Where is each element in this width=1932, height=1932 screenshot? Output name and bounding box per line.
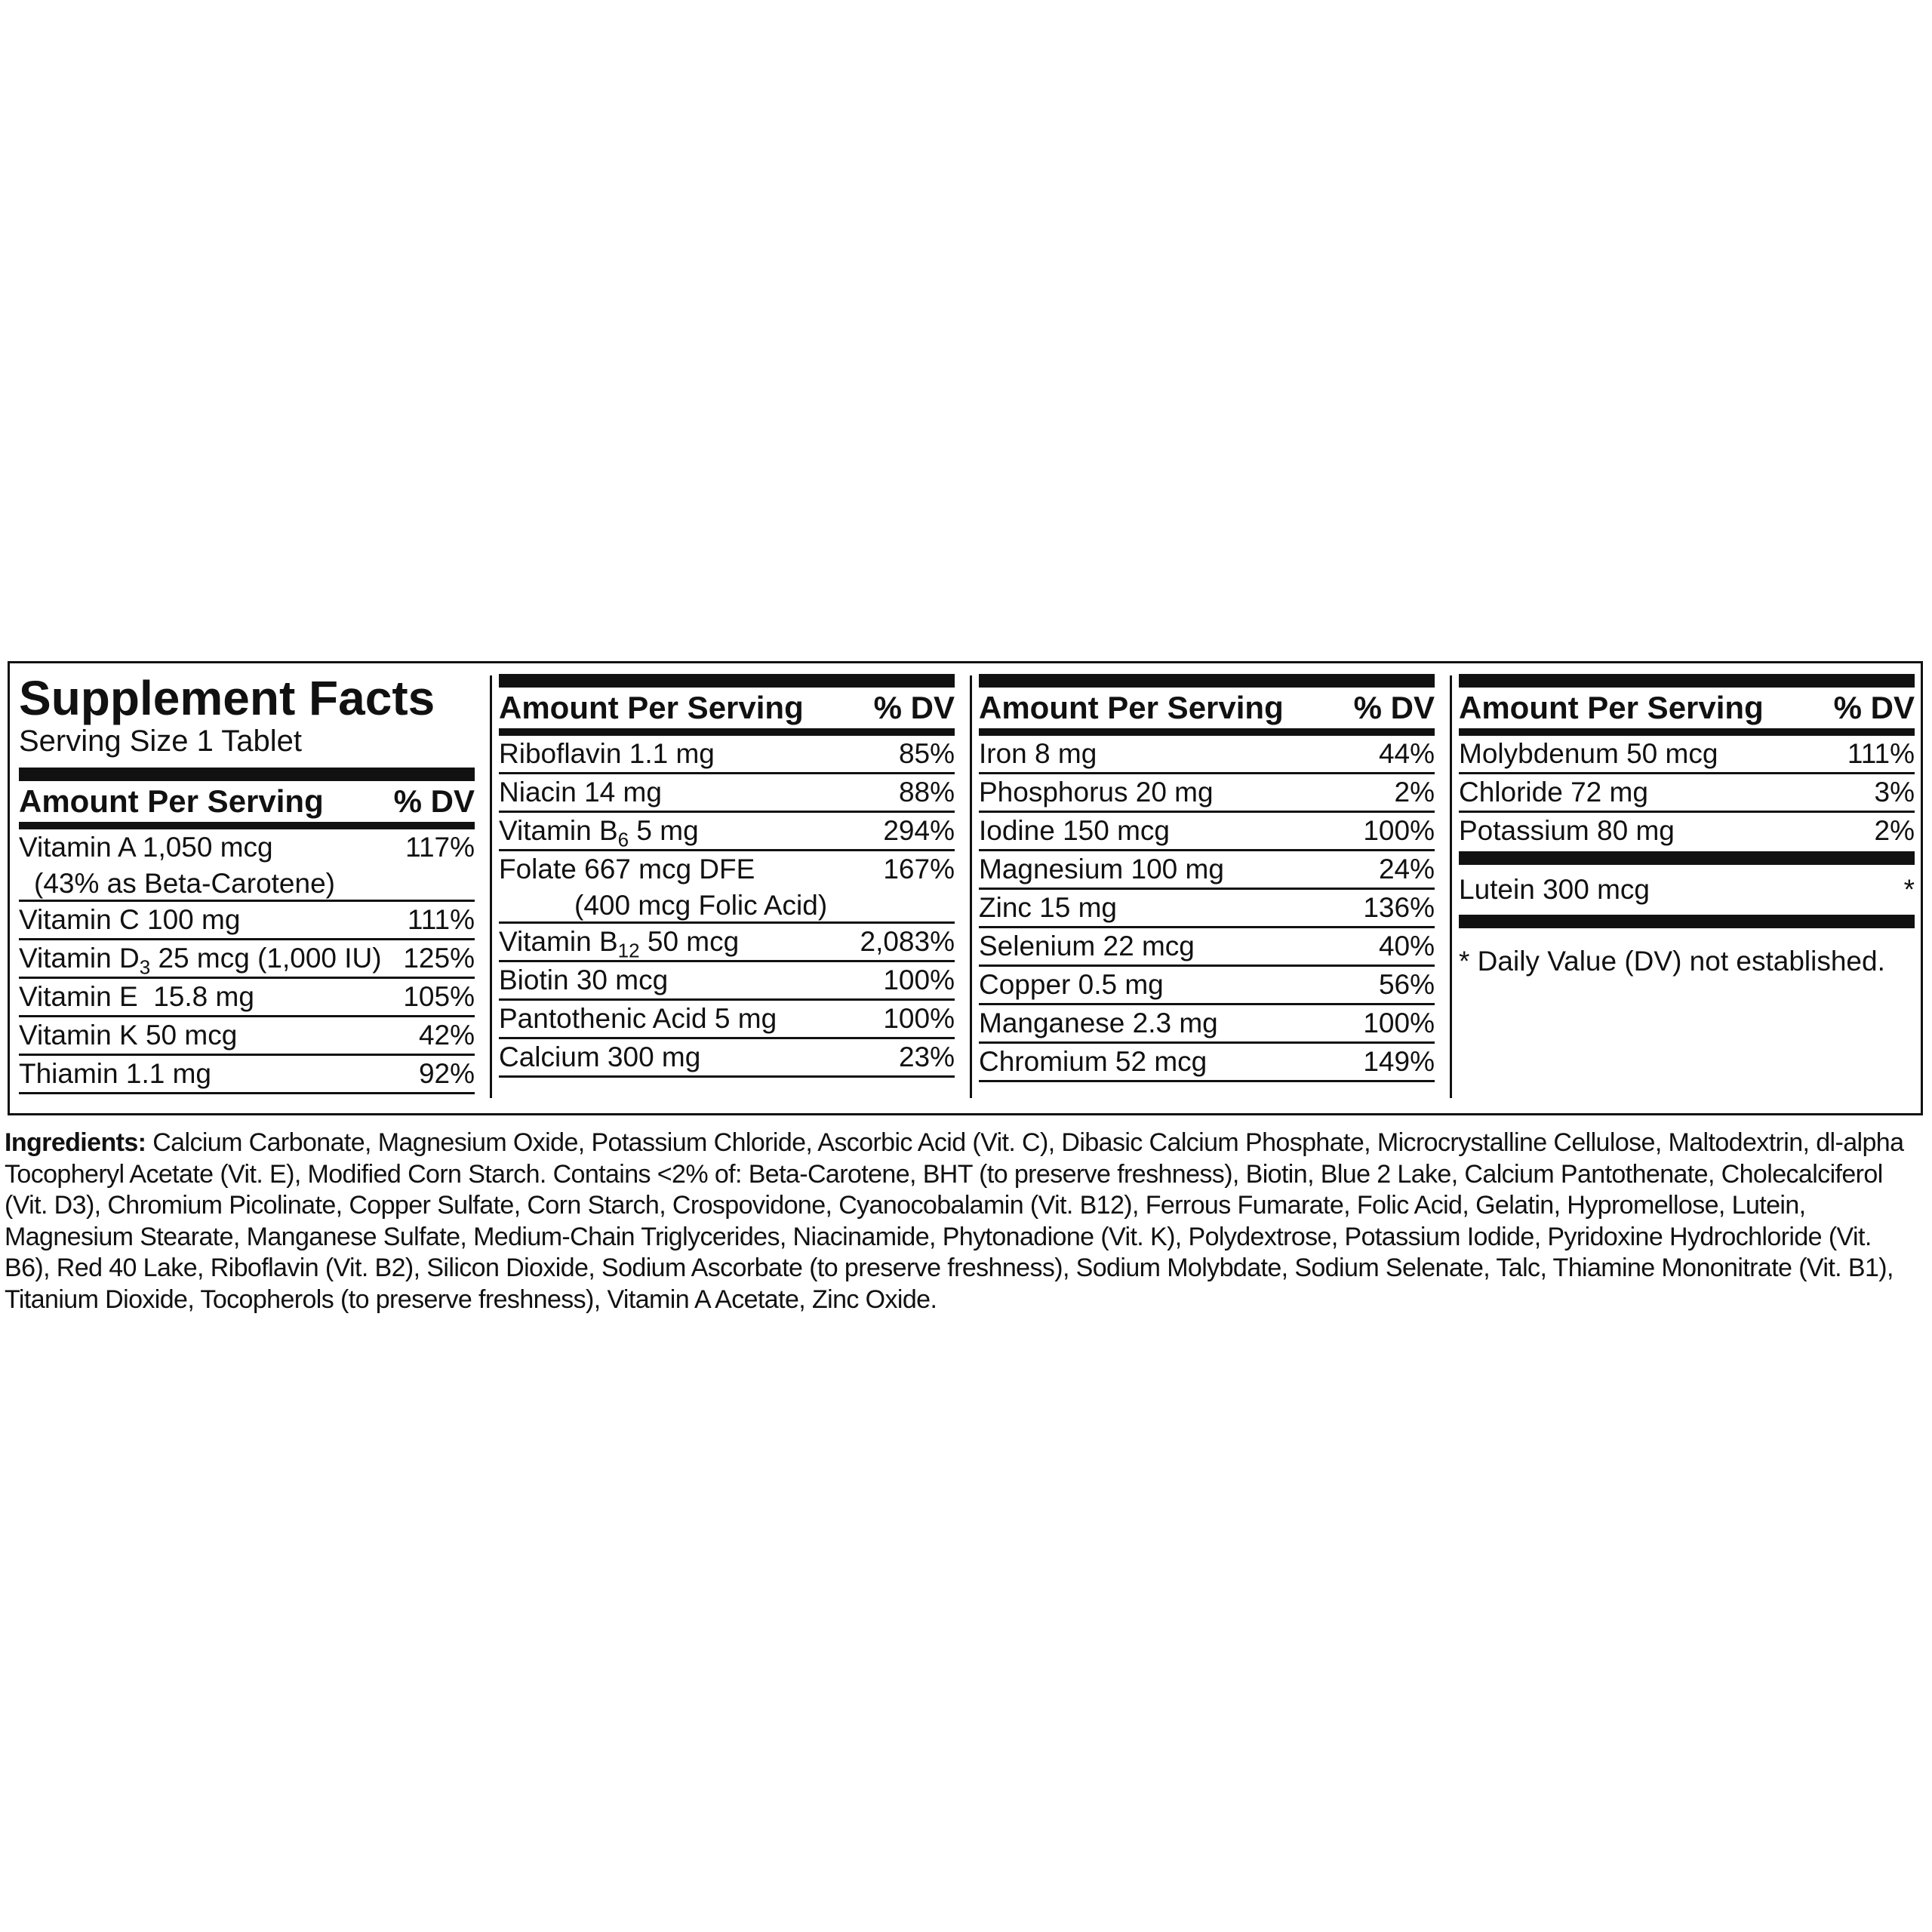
- nutrient-row: [499, 1001, 955, 1039]
- header-dv: % DV: [1833, 690, 1915, 725]
- nutrient-dv: 24%: [1378, 854, 1435, 884]
- nutrient-name-text: Calcium 300 mg: [499, 1041, 701, 1072]
- nutrient-dv: 2%: [1394, 777, 1435, 808]
- nutrient-row: [979, 928, 1435, 967]
- nutrient-name-text: Vitamin B: [499, 815, 618, 846]
- nutrient-dv: 44%: [1378, 738, 1435, 769]
- lutein-row: [1459, 865, 1915, 915]
- nutrient-row: [19, 1056, 475, 1094]
- nutrient-name-text: Pantothenic Acid 5 mg: [499, 1003, 777, 1034]
- nutrient-name-text: Chromium 52 mcg: [979, 1046, 1208, 1077]
- column-divider: [490, 675, 492, 1098]
- nutrient-row: [499, 1039, 955, 1078]
- nutrient-name: [499, 962, 668, 998]
- nutrient-row: [1459, 813, 1915, 851]
- dv-footnote: * Daily Value (DV) not established.: [1459, 946, 1885, 977]
- header-amount: Amount Per Serving: [499, 690, 804, 725]
- nutrient-dv: 85%: [898, 738, 955, 769]
- nutrient-dv: 294%: [883, 815, 955, 846]
- header-dv: % DV: [1353, 690, 1435, 725]
- nutrient-row: [499, 736, 955, 774]
- nutrient-row: [1459, 774, 1915, 813]
- header-dv: % DV: [873, 690, 955, 725]
- nutrient-name: [19, 940, 382, 977]
- nutrient-dv: 2%: [1874, 815, 1915, 846]
- nutrient-name-text: Iron 8 mg: [979, 738, 1097, 769]
- nutrient-name-text: Phosphorus 20 mg: [979, 777, 1214, 808]
- nutrient-name-text: Vitamin D: [19, 943, 140, 974]
- serving-size: Serving Size 1 Tablet: [19, 724, 303, 758]
- nutrient-name: [979, 774, 1214, 811]
- nutrient-list: [979, 736, 1435, 1082]
- nutrient-name: [979, 736, 1097, 772]
- nutrient-dv: 100%: [883, 964, 955, 995]
- facts-column-1: [19, 671, 475, 1094]
- nutrient-name-text: Vitamin C 100 mg: [19, 904, 241, 935]
- nutrient-dv: 111%: [1847, 738, 1915, 769]
- nutrient-amount: 50 mcg: [639, 926, 740, 957]
- nutrient-row: [979, 890, 1435, 928]
- nutrient-dv: 42%: [418, 1020, 475, 1051]
- nutrient-list: [1459, 736, 1915, 851]
- nutrient-name: [979, 890, 1117, 926]
- header-dv: % DV: [393, 783, 475, 819]
- facts-column-2: [499, 674, 955, 1078]
- nutrient-name-text: Manganese 2.3 mg: [979, 1008, 1218, 1038]
- nutrient-dv: 100%: [1363, 1008, 1435, 1038]
- nutrient-name: Lutein 300 mcg: [1459, 874, 1651, 905]
- nutrient-dv: 23%: [898, 1041, 955, 1072]
- nutrient-dv: 136%: [1363, 892, 1435, 923]
- column-divider: [970, 675, 972, 1098]
- column-header: [499, 688, 955, 728]
- nutrient-name-text: Selenium 22 mcg: [979, 931, 1195, 961]
- nutrient-name-text: Chloride 72 mg: [1459, 777, 1648, 808]
- thick-divider: [1459, 915, 1915, 928]
- nutrient-dv: 3%: [1874, 777, 1915, 808]
- nutrient-name: [979, 851, 1224, 888]
- subscript: 12: [617, 939, 640, 962]
- thick-divider: [499, 674, 955, 688]
- nutrient-name: [979, 1005, 1218, 1041]
- nutrient-name-text: Vitamin K 50 mcg: [19, 1020, 238, 1051]
- medium-divider: [19, 822, 475, 829]
- nutrient-name: [19, 1017, 237, 1054]
- nutrient-dv: 92%: [418, 1058, 475, 1089]
- thick-divider: [1459, 851, 1915, 865]
- nutrient-subtext: (400 mcg Folic Acid): [574, 890, 828, 921]
- nutrient-name-text: Copper 0.5 mg: [979, 969, 1164, 1000]
- nutrient-name-text: Iodine 150 mcg: [979, 815, 1171, 846]
- nutrient-row: [979, 967, 1435, 1005]
- medium-divider: [979, 728, 1435, 736]
- nutrient-row: [499, 924, 955, 962]
- nutrient-dv: 167%: [883, 854, 955, 884]
- header-amount: Amount Per Serving: [19, 783, 324, 819]
- nutrient-dv: 100%: [883, 1003, 955, 1034]
- nutrient-name-text: Thiamin 1.1 mg: [19, 1058, 211, 1089]
- subscript: 6: [617, 828, 629, 851]
- nutrient-list: [19, 829, 475, 1094]
- nutrient-row: [979, 1005, 1435, 1044]
- nutrient-dv: 88%: [898, 777, 955, 808]
- facts-column-3: [979, 674, 1435, 1082]
- nutrient-row: [979, 1044, 1435, 1082]
- column-header: [19, 781, 475, 822]
- nutrient-name: [19, 829, 335, 900]
- nutrient-row: [19, 979, 475, 1017]
- nutrient-name: [499, 774, 662, 811]
- nutrient-name: [499, 851, 827, 921]
- nutrient-row: [979, 851, 1435, 890]
- nutrient-name: [979, 967, 1164, 1003]
- nutrient-dv: 105%: [403, 981, 475, 1012]
- medium-divider: [499, 728, 955, 736]
- nutrient-row: [499, 774, 955, 813]
- nutrient-name: [979, 813, 1170, 849]
- nutrient-dv: 100%: [1363, 815, 1435, 846]
- nutrient-dv: 125%: [403, 943, 475, 974]
- nutrient-name: [1459, 813, 1675, 851]
- thick-divider: [979, 674, 1435, 688]
- nutrient-name: [1459, 774, 1648, 811]
- nutrient-dv: 117%: [405, 832, 475, 863]
- nutrient-name-text: Folate 667 mcg DFE: [499, 854, 755, 884]
- nutrient-name-text: Vitamin A 1,050 mcg: [19, 832, 273, 863]
- nutrient-row: [19, 940, 475, 979]
- nutrient-dv: 56%: [1378, 969, 1435, 1000]
- nutrient-amount: 5 mg: [629, 815, 699, 846]
- nutrient-name-text: Magnesium 100 mg: [979, 854, 1224, 884]
- nutrient-row: [979, 774, 1435, 813]
- nutrient-name-text: Biotin 30 mcg: [499, 964, 669, 995]
- nutrient-subtext: (43% as Beta-Carotene): [34, 868, 335, 899]
- nutrient-row: [979, 736, 1435, 774]
- panel-title: Supplement Facts: [19, 671, 435, 725]
- nutrient-dv: 2,083%: [860, 926, 955, 957]
- nutrient-name: [19, 979, 254, 1015]
- nutrient-name: [979, 1044, 1207, 1080]
- nutrient-name-text: Molybdenum 50 mcg: [1459, 738, 1718, 769]
- nutrient-name: [19, 1056, 211, 1092]
- nutrient-name: [499, 1001, 777, 1037]
- nutrient-name-text: Potassium 80 mg: [1459, 815, 1675, 846]
- nutrient-row: [19, 1017, 475, 1056]
- nutrient-list: [499, 736, 955, 1078]
- thick-divider: [1459, 674, 1915, 688]
- nutrient-dv: *: [1903, 874, 1915, 905]
- nutrient-name: [1459, 736, 1718, 772]
- nutrient-dv: 111%: [407, 904, 475, 935]
- nutrient-name: [499, 813, 699, 849]
- ingredients-text: [5, 1128, 1906, 1315]
- subscript: 3: [139, 955, 151, 979]
- facts-column-4: [1459, 674, 1915, 980]
- nutrient-name: [499, 924, 739, 960]
- nutrient-dv: 149%: [1363, 1046, 1435, 1077]
- nutrient-name-text: Vitamin B: [499, 926, 618, 957]
- column-divider: [1450, 675, 1452, 1098]
- nutrient-row: [979, 813, 1435, 851]
- header-amount: Amount Per Serving: [979, 690, 1284, 725]
- nutrient-row: [19, 829, 475, 902]
- thick-divider: [19, 768, 475, 781]
- nutrient-name-text: Vitamin E 15.8 mg: [19, 981, 254, 1012]
- ingredients-list: Calcium Carbonate, Magnesium Oxide, Potassium Chloride, Ascorbic Acid (Vit. C), Dibasic Calcium Phosphate, Microcrystalline Cellulose, Maltodextrin, dl-alpha Tocopheryl Acetate (Vit. E), Modified Corn Starch. Contains <2% of: Beta-Carotene, BHT (to preserve freshness), Biotin, Blue 2 Lake, Calcium Pantothenate, Cholecalciferol (Vit. D3), Chromium Picolinate, Copper Sulfate, Corn Starch, Crospovidone, Cyanocobalamin (Vit. B12), Ferrous Fumarate, Folic Acid, Gelatin, Hypromellose, Lutein, Magnesium Stearate, Manganese Sulfate, Medium-Chain Triglycerides, Niacinamide, Phytonadione (Vit. K), Polydextrose, Potassium Iodide, Pyridoxine Hydrochloride (Vit. B6), Red 40 Lake, Riboflavin (Vit. B2), Silicon Dioxide, Sodium Ascorbate (to preserve freshness), Sodium Molybdate, Sodium Selenate, Talc, Thiamine Mononitrate (Vit. B1), Titanium Dioxide, Tocopherols (to preserve freshness), Vitamin A Acetate, Zinc Oxide.: [5, 1128, 1904, 1314]
- ingredients-label: Ingredients:: [5, 1128, 146, 1157]
- nutrient-name: [19, 902, 240, 938]
- nutrient-dv: 40%: [1378, 931, 1435, 961]
- nutrient-amount: 25 mcg (1,000 IU): [150, 943, 382, 974]
- nutrient-name-text: Niacin 14 mg: [499, 777, 662, 808]
- header-amount: Amount Per Serving: [1459, 690, 1764, 725]
- nutrient-row: [499, 962, 955, 1001]
- nutrient-name-text: Riboflavin 1.1 mg: [499, 738, 715, 769]
- nutrient-row: [1459, 736, 1915, 774]
- nutrient-name: [499, 1039, 700, 1075]
- nutrient-name: [499, 736, 715, 772]
- column-header: [979, 688, 1435, 728]
- nutrient-name-text: Zinc 15 mg: [979, 892, 1118, 923]
- nutrient-row: [499, 813, 955, 851]
- nutrient-row: [499, 851, 955, 924]
- nutrient-row: [19, 902, 475, 940]
- supplement-facts-panel: [8, 661, 1923, 1115]
- medium-divider: [1459, 728, 1915, 736]
- nutrient-name: [979, 928, 1195, 964]
- column-header: [1459, 688, 1915, 728]
